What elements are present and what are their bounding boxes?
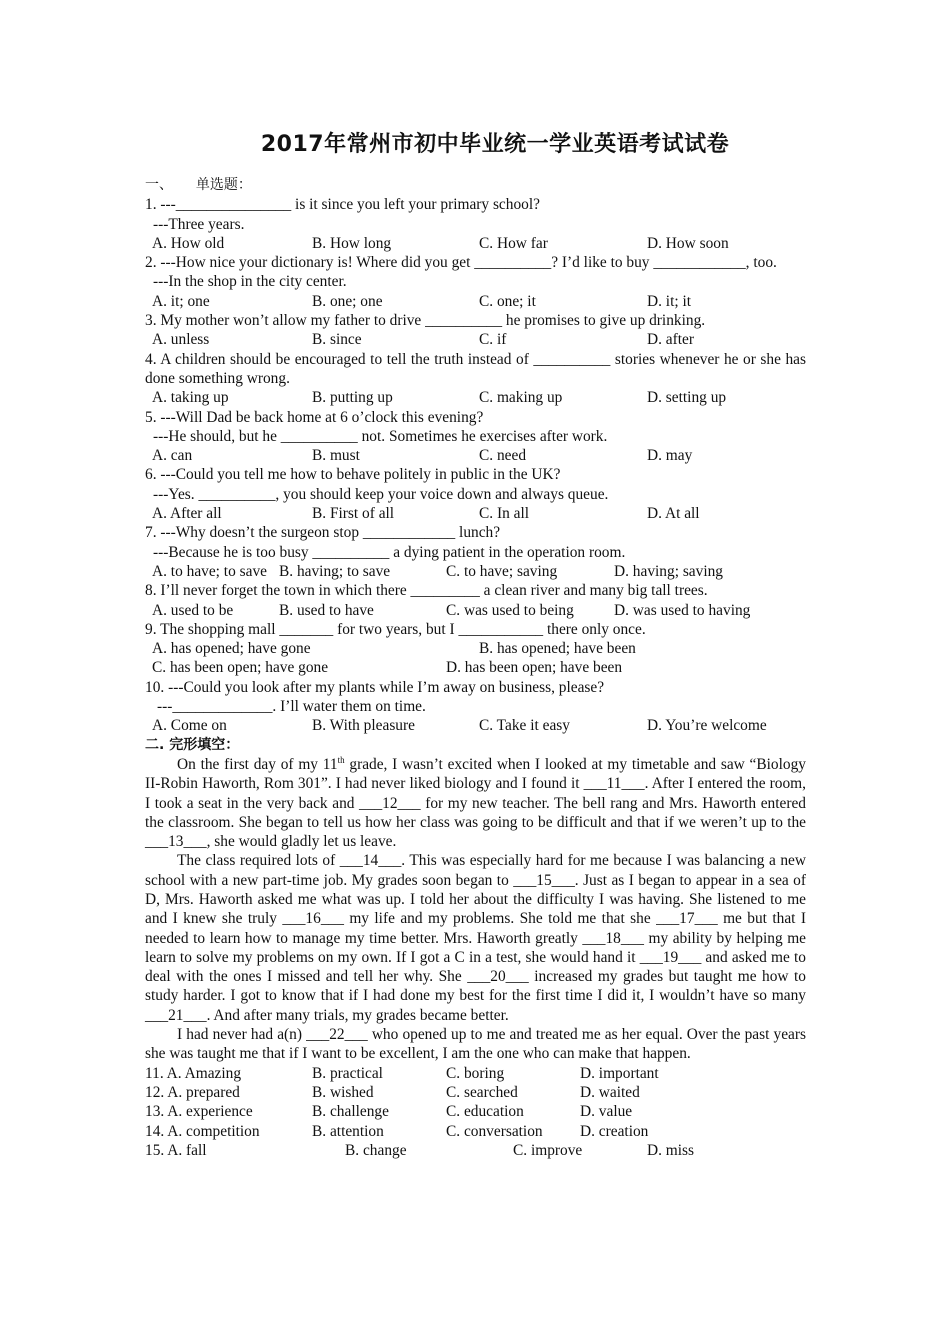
passage-paragraph-3: I had never had a(n) ___22___ who opened up to me and treated me as her equal. Over the past years she was taught me that if I want to be excellent, I am the one who can make that happen.	[145, 1026, 806, 1063]
options-row	[145, 658, 806, 677]
question-stem: 10. ---Could you look after my plants while I’m away on business, please?	[145, 678, 605, 696]
question-stem: 5. ---Will Dad be back home at 6 o’clock this evening?	[145, 408, 484, 426]
option-b[interactable]: B. attention	[312, 1122, 384, 1140]
option-b[interactable]: B. How long	[312, 234, 392, 252]
question-stem: 9. The shopping mall _______ for two years, but I ___________ there only once.	[145, 620, 646, 638]
option-d[interactable]: D. At all	[647, 505, 700, 523]
option-a[interactable]: 11. A. Amazing	[145, 1064, 242, 1082]
option-b[interactable]: B. having; to save	[279, 562, 391, 580]
options-row	[145, 446, 806, 465]
option-c[interactable]: C. conversation	[446, 1122, 543, 1140]
option-d[interactable]: D. You’re welcome	[647, 717, 767, 735]
option-a[interactable]: A. can	[152, 447, 193, 465]
options-row	[145, 504, 806, 523]
option-c[interactable]: C. In all	[479, 505, 530, 523]
question-stem: ---Three years.	[153, 215, 245, 233]
question-2	[145, 253, 806, 311]
option-c[interactable]: C. was used to being	[446, 601, 574, 619]
option-d[interactable]: D. setting up	[647, 389, 727, 407]
option-a[interactable]: A. After all	[152, 505, 222, 523]
option-d[interactable]: D. it; it	[647, 292, 692, 310]
option-a[interactable]: A. to have; to save	[152, 562, 267, 580]
option-d[interactable]: D. value	[580, 1103, 633, 1121]
option-a[interactable]: A. taking up	[152, 389, 229, 407]
option-b[interactable]: B. putting up	[312, 389, 393, 407]
option-a[interactable]: 15. A. fall	[145, 1141, 207, 1159]
cloze-options	[145, 1064, 806, 1160]
question-stem: 1. ---_______________ is it since you left your primary school?	[145, 196, 540, 214]
question-stem: ---Because he is too busy __________ a dying patient in the operation room.	[153, 543, 626, 561]
option-c[interactable]: C. to have; saving	[446, 562, 558, 580]
section1-title: 单选题：	[195, 177, 252, 193]
options-row	[145, 639, 806, 658]
option-a[interactable]: 14. A. competition	[145, 1122, 260, 1140]
option-a[interactable]: A. How old	[152, 234, 225, 252]
options-row	[145, 1102, 806, 1121]
section1-number: 一、	[145, 177, 173, 193]
option-d[interactable]: D. has been open; have been	[446, 659, 623, 677]
section2-heading	[145, 736, 806, 755]
section1-heading	[145, 176, 806, 195]
option-d[interactable]: D. may	[647, 447, 693, 465]
option-d[interactable]: D. creation	[580, 1122, 649, 1140]
question-stem: 7. ---Why doesn’t the surgeon stop ____________ lunch?	[145, 524, 501, 542]
option-d[interactable]: D. having; saving	[614, 562, 724, 580]
options-row	[145, 388, 806, 407]
option-c[interactable]: C. education	[446, 1103, 524, 1121]
options-row	[145, 1083, 806, 1102]
option-d[interactable]: D. How soon	[647, 234, 729, 252]
question-8	[145, 581, 806, 620]
option-a[interactable]: A. used to be	[152, 601, 234, 619]
option-a[interactable]: 13. A. experience	[145, 1103, 253, 1121]
options-row	[145, 292, 806, 311]
option-c[interactable]: C. boring	[446, 1064, 505, 1082]
option-c[interactable]: C. improve	[513, 1141, 583, 1159]
options-row	[145, 330, 806, 349]
options-row	[145, 1064, 806, 1083]
question-5	[145, 408, 806, 466]
option-b[interactable]: B. wished	[312, 1083, 374, 1101]
option-b[interactable]: B. must	[312, 447, 360, 465]
option-c[interactable]: C. if	[479, 331, 507, 349]
options-row	[145, 1122, 806, 1141]
option-c[interactable]: C. How far	[479, 234, 548, 252]
option-c[interactable]: C. one; it	[479, 292, 536, 310]
options-row	[145, 601, 806, 620]
question-stem: 3. My mother won’t allow my father to drive __________ he promises to give up drinking.	[145, 312, 706, 330]
question-4	[145, 350, 806, 408]
option-c[interactable]: C. searched	[446, 1083, 518, 1101]
option-b[interactable]: B. First of all	[312, 505, 395, 523]
question-1	[145, 195, 806, 253]
option-c[interactable]: C. need	[479, 447, 527, 465]
passage-paragraph-2: The class required lots of ___14___. This was especially hard for me because I was balancing a new school with a new part-time job. My grades soon began to ___15___. Just as I began to appear in a sea of D, Mrs. Haworth asked me what was up. I told her about the difficulty I was having. She listened to me and I knew she truly ___16___ my life and my problems. She told me that she ___17___ me but that I needed to learn how to manage my time better. Mrs. Haworth greatly ___18___ my ability by helping me learn to solve my problems on my own. If I got a C in a test, she would hand it ___19___ and asked me to deal with the ones I missed and tell her why. She ___20___ increased my grades but taught me how to study harder. I got to know that if I had done my best for the first time I did it, I wouldn’t have so many ___21___. And after many trials, my grades became better.	[145, 852, 806, 1024]
passage-text: grade, I wasn’t excited when I looked at my timetable and saw “Biology II-Robin Haworth, Rom 301”. I had never liked biology and I found it ___11___. After I entered the room, I took a seat in the very back and ___12___ for my new teacher. The bell rang and Mrs. Haworth entered the classroom. She began to tell us how her class was going to be difficult and that if we weren’t up to the ___13___, she would gladly let us leave.	[145, 755, 806, 851]
option-c[interactable]: C. Take it easy	[479, 717, 570, 735]
question-7	[145, 523, 806, 581]
options-row	[145, 234, 806, 253]
option-b[interactable]: B. change	[345, 1141, 407, 1159]
question-stem: ---_____________. I’ll water them on time.	[157, 698, 426, 716]
option-a[interactable]: A. Come on	[152, 717, 227, 735]
section2-title: 二. 完形填空：	[145, 736, 240, 753]
option-a[interactable]: A. unless	[152, 331, 210, 349]
page-title: 2017年常州市初中毕业统一学业英语考试试卷	[260, 132, 730, 157]
option-b[interactable]: B. one; one	[312, 292, 383, 310]
option-b[interactable]: B. practical	[312, 1064, 383, 1082]
question-stem: 8. I’ll never forget the town in which there _________ a clean river and many big tall trees.	[145, 582, 708, 600]
option-b[interactable]: B. has opened; have been	[479, 640, 636, 658]
option-a[interactable]: A. has opened; have gone	[152, 640, 311, 658]
option-b[interactable]: B. With pleasure	[312, 717, 415, 735]
question-9	[145, 620, 806, 678]
question-stem: ---Yes. __________, you should keep your voice down and always queue.	[153, 485, 609, 503]
options-row	[145, 562, 806, 581]
option-a[interactable]: 12. A. prepared	[145, 1083, 240, 1101]
option-b[interactable]: B. challenge	[312, 1103, 389, 1121]
passage-paragraph-1	[145, 755, 806, 851]
question-stem: 4. A children should be encouraged to tell the truth instead of __________ stories whenever he or she has done something wrong.	[145, 350, 806, 387]
question-stem: ---In the shop in the city center.	[153, 273, 347, 291]
option-d[interactable]: D. after	[647, 331, 694, 349]
question-stem: ---He should, but he __________ not. Sometimes he exercises after work.	[153, 427, 608, 445]
question-6	[145, 465, 806, 523]
option-c[interactable]: C. making up	[479, 389, 563, 407]
cloze-passage	[145, 755, 806, 1064]
question-stem: 2. ---How nice your dictionary is! Where did you get __________? I’d like to buy ____________, too.	[145, 254, 777, 272]
option-d[interactable]: D. important	[580, 1064, 659, 1082]
question-3	[145, 311, 806, 350]
option-d[interactable]: D. was used to having	[614, 601, 751, 619]
option-a[interactable]: A. it; one	[152, 292, 210, 310]
options-row	[145, 1141, 806, 1160]
option-b[interactable]: B. since	[312, 331, 362, 349]
option-d[interactable]: D. waited	[580, 1083, 640, 1101]
exam-content	[145, 176, 806, 1160]
question-stem: 6. ---Could you tell me how to behave politely in public in the UK?	[145, 466, 561, 484]
options-row	[145, 716, 806, 735]
passage-text: On the first day of my 11	[177, 755, 338, 773]
ordinal-suffix: th	[337, 754, 345, 765]
option-c[interactable]: C. has been open; have gone	[152, 659, 329, 677]
question-10	[145, 678, 806, 736]
option-d[interactable]: D. miss	[647, 1141, 695, 1159]
option-b[interactable]: B. used to have	[279, 601, 374, 619]
